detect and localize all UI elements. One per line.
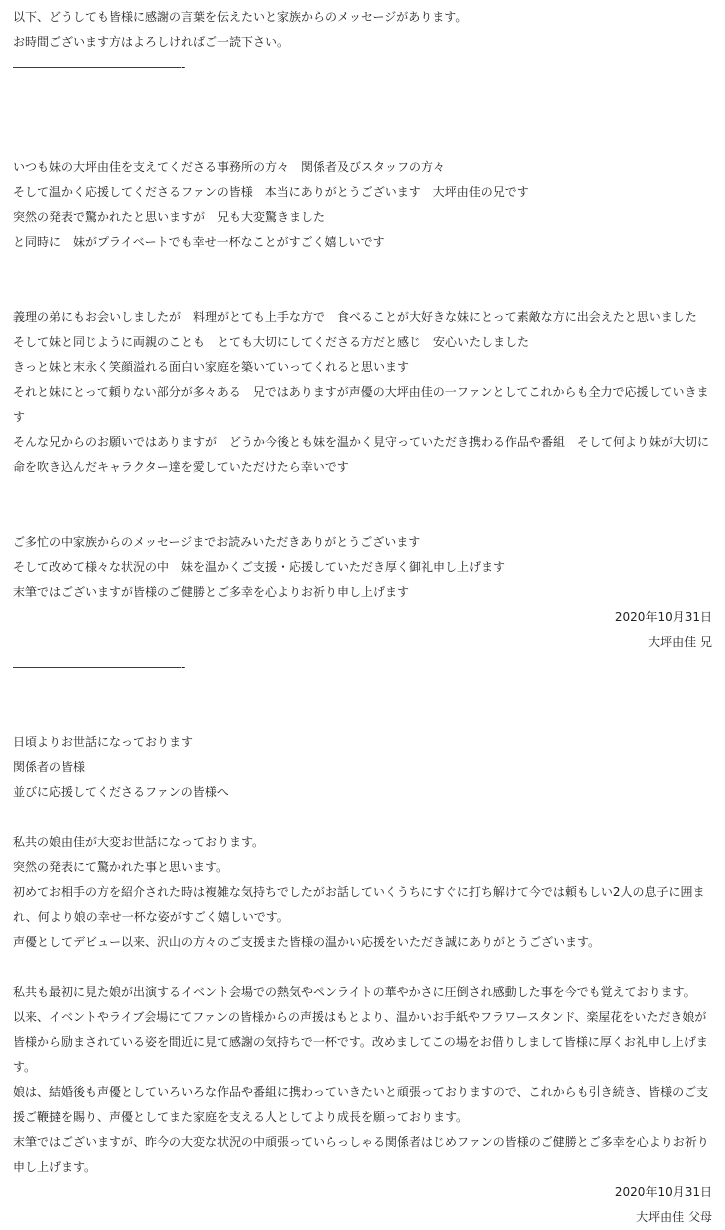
father-line: 娘は、結婚後も声優としていろいろな作品や番組に携わっていきたいと頑張っておりますので、これからも引き続き、皆様のご支援ご鞭撻を賜り、声優としてまた家庭を支える人としてより成長を願っております。 <box>13 1085 709 1124</box>
father-line: 声優としてデビュー以来、沢山の方々のご支援また皆様の温かい応援をいただき誠にありがとうございます。 <box>13 935 601 949</box>
father-line: 突然の発表にて驚かれた事と思います。 <box>13 860 229 874</box>
message-document <box>13 5 712 1230</box>
father-line: 私共も最初に見た娘が出演するイベント会場での熱気やペンライトの華やかさに圧倒され感動した事を今でも覚えております。 <box>13 985 696 999</box>
brother-line: それと妹にとって頼りない部分が多々ある 兄ではありますが声優の大坪由佳の一ファンとしてこれからも全力で応援していきます <box>13 385 709 424</box>
father-line: 末筆ではございますが、昨今の大変な状況の中頑張っていらっしゃる関係者はじめファンの皆様のご健勝とご多幸を心よりお祈り申し上げます。 <box>13 1135 709 1174</box>
brother-line: そして温かく応援してくださるファンの皆様 本当にありがとうございます 大坪由佳の兄です <box>13 185 529 199</box>
intro-line: お時間ございます方はよろしければご一読下さい。 <box>13 35 290 49</box>
father-line: 初めてお相手の方を紹介された時は複雑な気持ちでしたがお話していくうちにすぐに打ち解けて今では頼もしい2人の息子に囲まれ、何より娘の幸せ一杯な姿がすごく嬉しいです。 <box>13 885 705 924</box>
brother-signature: 大坪由佳 兄 <box>648 635 712 649</box>
section-divider: ――――――――――――――- <box>13 60 186 74</box>
brother-message <box>13 155 712 655</box>
brother-line: 突然の発表で驚かれたと思いますが 兄も大変驚きました <box>13 210 326 224</box>
spacer <box>13 80 712 155</box>
brother-date: 2020年10月31日 <box>614 610 712 624</box>
brother-line: 義理の弟にもお会いしましたが 料理がとても上手な方で 食べることが大好きな妹にとって素敵な方に出会えたと思いました <box>13 310 697 324</box>
father-greeting-line: 並びに応援してくださるファンの皆様へ <box>13 785 229 799</box>
section-divider: ――――――――――――――- <box>13 660 186 674</box>
brother-line: そんな兄からのお願いではありますが どうか今後とも妹を温かく見守っていただき携わる作品や番組 そして何より妹が大切に命を吹き込んだキャラクター達を愛していただけたら幸いです <box>13 435 710 474</box>
brother-line: と同時に 妹がプライベートでも幸せ一杯なことがすごく嬉しいです <box>13 235 385 249</box>
father-line: 私共の娘由佳が大変お世話になっております。 <box>13 835 265 849</box>
brother-line: 末筆ではございますが皆様のご健勝とご多幸を心よりお祈り申し上げます <box>13 585 410 599</box>
father-message <box>13 730 712 1230</box>
brother-line: きっと妹と末永く笑顔溢れる面白い家庭を築いていってくれると思います <box>13 360 410 374</box>
spacer <box>13 480 712 530</box>
spacer <box>13 255 712 305</box>
father-greeting-line: 関係者の皆様 <box>13 760 86 774</box>
father-greeting-line: 日頃よりお世話になっております <box>13 735 194 749</box>
spacer <box>13 680 712 730</box>
spacer <box>13 955 712 980</box>
father-date: 2020年10月31日 <box>614 1185 712 1199</box>
brother-line: いつも妹の大坪由佳を支えてくださる事務所の方々 関係者及びスタッフの方々 <box>13 160 446 174</box>
father-signature: 大坪由佳 父母 <box>636 1210 712 1224</box>
brother-line: そして改めて様々な状況の中 妹を温かくご支援・応援していただき厚く御礼申し上げます <box>13 560 506 574</box>
spacer <box>13 805 712 830</box>
intro-line: 以下、どうしても皆様に感謝の言葉を伝えたいと家族からのメッセージがあります。 <box>13 10 468 24</box>
brother-line: そして妹と同じように両親のことも とても大切にしてくださる方だと感じ 安心いたしました <box>13 335 530 349</box>
brother-line: ご多忙の中家族からのメッセージまでお読みいただきありがとうございます <box>13 535 421 549</box>
father-line: 以来、イベントやライブ会場にてファンの皆様からの声援はもとより、温かいお手紙やフラワースタンド、楽屋花をいただき娘が皆様から励まされている姿を間近に見て感謝の気持ちで一杯です。改めましてこの場をお借りしまして皆様に厚くお礼申し上げます。 <box>13 1010 708 1074</box>
